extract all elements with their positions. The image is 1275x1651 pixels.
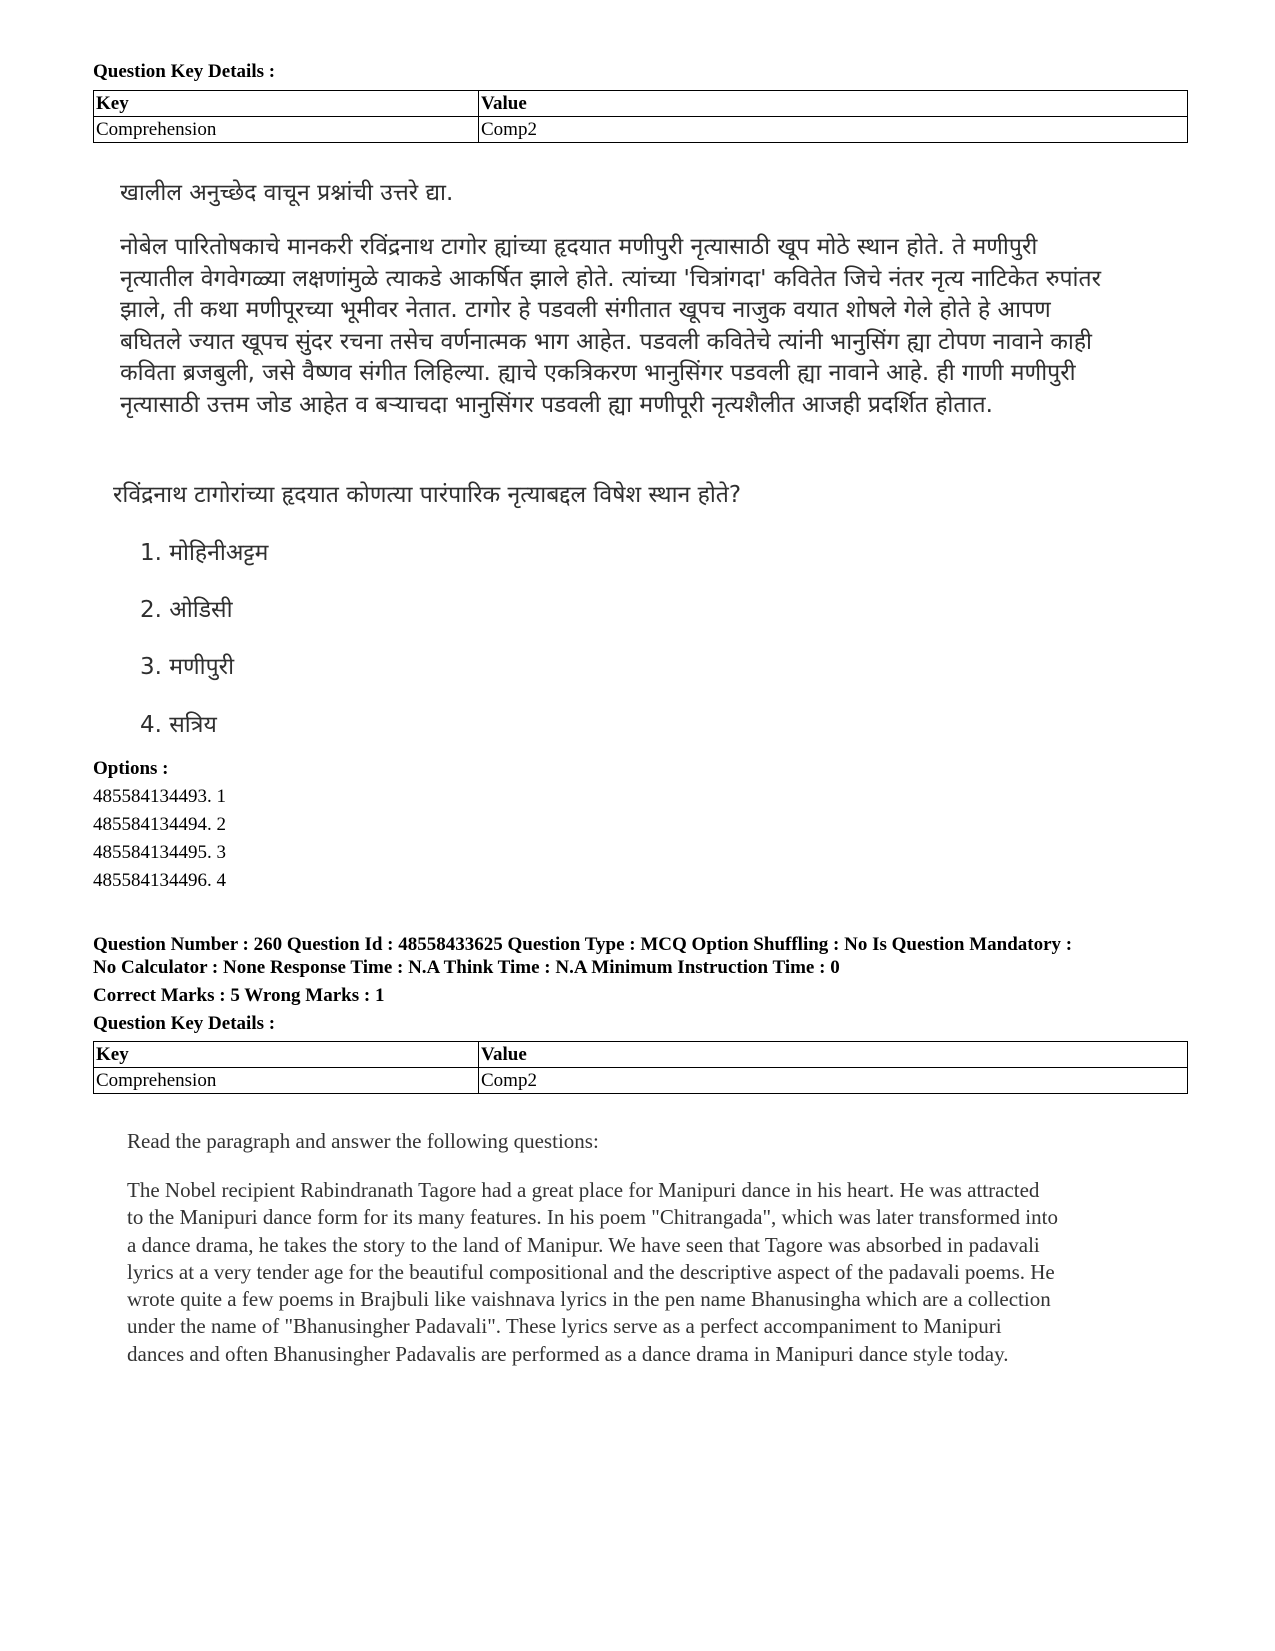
question-meta-line-2: No Calculator : None Response Time : N.A Think Time : N.A Minimum Instruction Time : 0	[93, 957, 840, 978]
key-details-table	[93, 90, 1188, 143]
marathi-paragraph-line: नृत्यातील वेगवेगळ्या लक्षणांमुळे त्याकडे आकर्षित झाले होते. त्यांच्या 'चित्रांगदा' कवितेत जिचे नंतर नृत्य नाटिकेत रुपांतर	[120, 265, 1101, 292]
english-paragraph-line: dances and often Bhanusingher Padavalis are performed as a dance drama in Manipuri dance style today.	[127, 1341, 1009, 1366]
english-paragraph-line: lyrics at a very tender age for the beautiful compositional and the descriptive aspect of the padavali poems. He	[127, 1259, 1055, 1284]
table-row	[94, 1068, 1188, 1094]
key-details-heading: Question Key Details :	[93, 61, 276, 82]
table-row	[94, 117, 1188, 143]
table-header-value: Value	[479, 91, 1188, 117]
key-details-heading-2: Question Key Details :	[93, 1013, 276, 1034]
marathi-option-4: 4. सत्रिय	[140, 712, 217, 738]
marathi-paragraph-line: झाले, ती कथा मणीपूरच्या भूमीवर नेतात. टागोर हे पडवली संगीतात खूपच नाजुक वयात शोषले गेले होते हे आपण	[120, 297, 1051, 323]
marathi-intro: खालील अनुच्छेद वाचून प्रश्नांची उत्तरे द्या.	[120, 180, 454, 206]
table-cell-key: Comprehension	[94, 117, 479, 143]
english-paragraph-line: wrote quite a few poems in Brajbuli like vaishnava lyrics in the pen name Bhanusingha which are a collection	[127, 1287, 1051, 1312]
marathi-paragraph	[120, 232, 1170, 421]
table-header-value: Value	[479, 1042, 1188, 1068]
marathi-paragraph-line: नृत्यासाठी उत्तम जोड आहेत व बऱ्याचदा भानुसिंगर पडवली ह्या मणीपूरी नृत्यशैलीत आजही प्रदर्शित होतात.	[120, 391, 993, 418]
table-header-key: Key	[94, 91, 479, 117]
marathi-option-3: 3. मणीपुरी	[140, 654, 235, 680]
marathi-paragraph-line: नोबेल पारितोषकाचे मानकरी रविंद्रनाथ टागोर ह्यांच्या हृदयात मणीपुरी नृत्यासाठी खूप मोठे स्थान होते. ते मणीपुरी	[120, 234, 1038, 260]
question-marks: Correct Marks : 5 Wrong Marks : 1	[93, 985, 385, 1006]
table-header-row	[94, 1042, 1188, 1068]
english-paragraph-line: to the Manipuri dance form for its many features. In his poem "Chitrangada", which was later transformed into	[127, 1205, 1058, 1230]
marathi-option-1: 1. मोहिनीअट्टम	[140, 540, 269, 566]
table-cell-value: Comp2	[479, 1068, 1188, 1094]
english-paragraph-line: The Nobel recipient Rabindranath Tagore had a great place for Manipuri dance in his heart. He was attracted	[127, 1178, 1040, 1202]
option-id-4: 485584134496. 4	[93, 870, 226, 891]
option-id-1: 485584134493. 1	[93, 786, 226, 807]
english-paragraph-line: under the name of "Bhanusingher Padavali". These lyrics serve as a perfect accompaniment to Manipuri	[127, 1314, 1002, 1339]
marathi-paragraph-line: कविता ब्रजबुली, जसे वैष्णव संगीत लिहिल्या. ह्याचे एकत्रिकरण भानुसिंगर पडवली ह्या नावाने आहे. ही गाणी मणीपुरी	[120, 360, 1076, 386]
option-id-3: 485584134495. 3	[93, 842, 226, 863]
marathi-option-2: 2. ओडिसी	[140, 597, 233, 623]
table-cell-value: Comp2	[479, 117, 1188, 143]
table-header-row	[94, 91, 1188, 117]
english-paragraph	[127, 1177, 1167, 1368]
table-header-key: Key	[94, 1042, 479, 1068]
english-paragraph-line: a dance drama, he takes the story to the land of Manipur. We have seen that Tagore was absorbed in padavali	[127, 1232, 1040, 1257]
key-details-table-2	[93, 1041, 1188, 1094]
table-cell-key: Comprehension	[94, 1068, 479, 1094]
english-intro: Read the paragraph and answer the following questions:	[127, 1129, 599, 1153]
marathi-paragraph-line: बघितले ज्यात खूपच सुंदर रचना तसेच वर्णनात्मक भाग आहेत. पडवली कवितेचे त्यांनी भानुसिंग ह्या टोपण नावाने काही	[120, 328, 1092, 355]
marathi-question: रविंद्रनाथ टागोरांच्या हृदयात कोणत्या पारंपारिक नृत्याबद्दल विषेश स्थान होते?	[113, 482, 742, 508]
question-meta-line-1: Question Number : 260 Question Id : 48558433625 Question Type : MCQ Option Shuffling : No Is Question Mandatory :	[93, 934, 1073, 955]
options-heading: Options :	[93, 758, 169, 779]
option-id-2: 485584134494. 2	[93, 814, 226, 835]
